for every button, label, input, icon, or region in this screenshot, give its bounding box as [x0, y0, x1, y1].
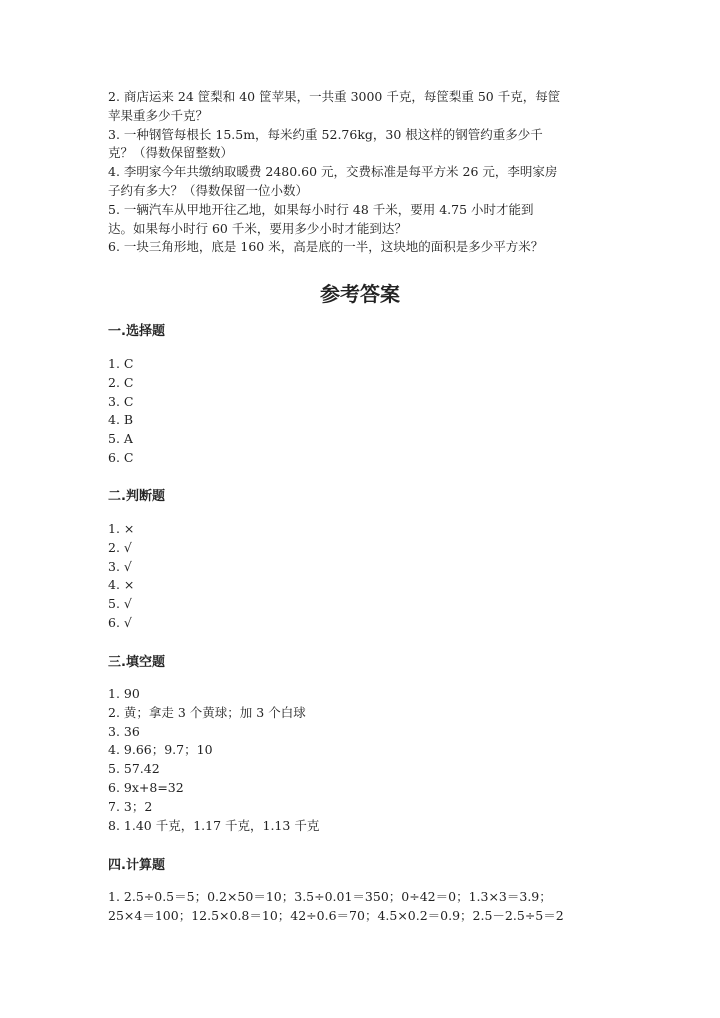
answer-item: 7. 3；2 [108, 798, 153, 814]
question-line: 苹果重多少千克？ [108, 107, 209, 123]
question-list [108, 88, 618, 257]
answer-list [108, 355, 618, 468]
answer-item: 5. √ [108, 596, 132, 612]
question-line: 克？（得数保留整数） [108, 145, 234, 161]
question-line: 子约有多大？（得数保留一位小数） [108, 182, 309, 198]
answer-item: 1. 2.5÷0.5＝5；0.2×50＝10；3.5÷0.01＝350；0÷42＝0；1.3×3＝3.9； [108, 889, 552, 904]
answer-item: 6. C [108, 449, 134, 465]
answer-item: 4. × [108, 577, 135, 593]
answer-list [108, 685, 618, 835]
answer-item: 2. C [108, 374, 134, 390]
answer-item: 3. √ [108, 558, 132, 574]
answer-item: 8. 1.40 千克，1.17 千克，1.13 千克 [108, 817, 320, 833]
answer-title: 参考答案 [320, 282, 400, 306]
question-line: 6. 一块三角形地，底是 160 米，高是底的一半，这块地的面积是多少平方米？ [108, 239, 544, 255]
answer-list [108, 520, 618, 633]
answer-item: 4. B [108, 412, 134, 428]
answer-item: 3. C [108, 393, 134, 409]
answer-item: 2. √ [108, 539, 132, 555]
question-line: 达。如果每小时行 60 千米，要用多少小时才能到达？ [108, 220, 407, 236]
answer-item: 6. 9x+8=32 [108, 779, 184, 795]
section-heading: 二.判断题 [108, 489, 165, 504]
answer-list [108, 888, 628, 926]
answer-item: 5. 57.42 [108, 761, 160, 777]
answer-item: 1. × [108, 521, 135, 536]
section-heading: 四.计算题 [108, 858, 165, 873]
answer-item: 3. 36 [108, 723, 140, 739]
answer-item: 2. 黄；拿走 3 个黄球；加 3 个白球 [108, 704, 306, 720]
question-line: 4. 李明家今年共缴纳取暖费 2480.60 元，交费标准是每平方米 26 元，李明家房 [108, 164, 558, 180]
section-heading: 三.填空题 [108, 655, 165, 670]
section-heading: 一.选择题 [108, 324, 165, 339]
question-line: 5. 一辆汽车从甲地开往乙地，如果每小时行 48 千米，要用 4.75 小时才能到 [108, 201, 534, 217]
question-line: 2. 商店运来 24 筐梨和 40 筐苹果，一共重 3000 千克，每筐梨重 50 千克，每筐 [108, 89, 561, 104]
question-line: 3. 一种钢管每根长 15.5m，每米约重 52.76kg，30 根这样的钢管约重多少千 [108, 126, 543, 142]
answer-item: 1. C [108, 356, 134, 371]
answer-item: 6. √ [108, 614, 132, 630]
answer-item: 1. 90 [108, 686, 140, 701]
answer-item: 5. A [108, 431, 133, 447]
answer-item: 25×4＝100；12.5×0.8＝10；42÷0.6＝70；4.5×0.2＝0.9；2.5－2.5÷5＝2 [108, 907, 564, 923]
answer-item: 4. 9.66；9.7；10 [108, 742, 213, 758]
